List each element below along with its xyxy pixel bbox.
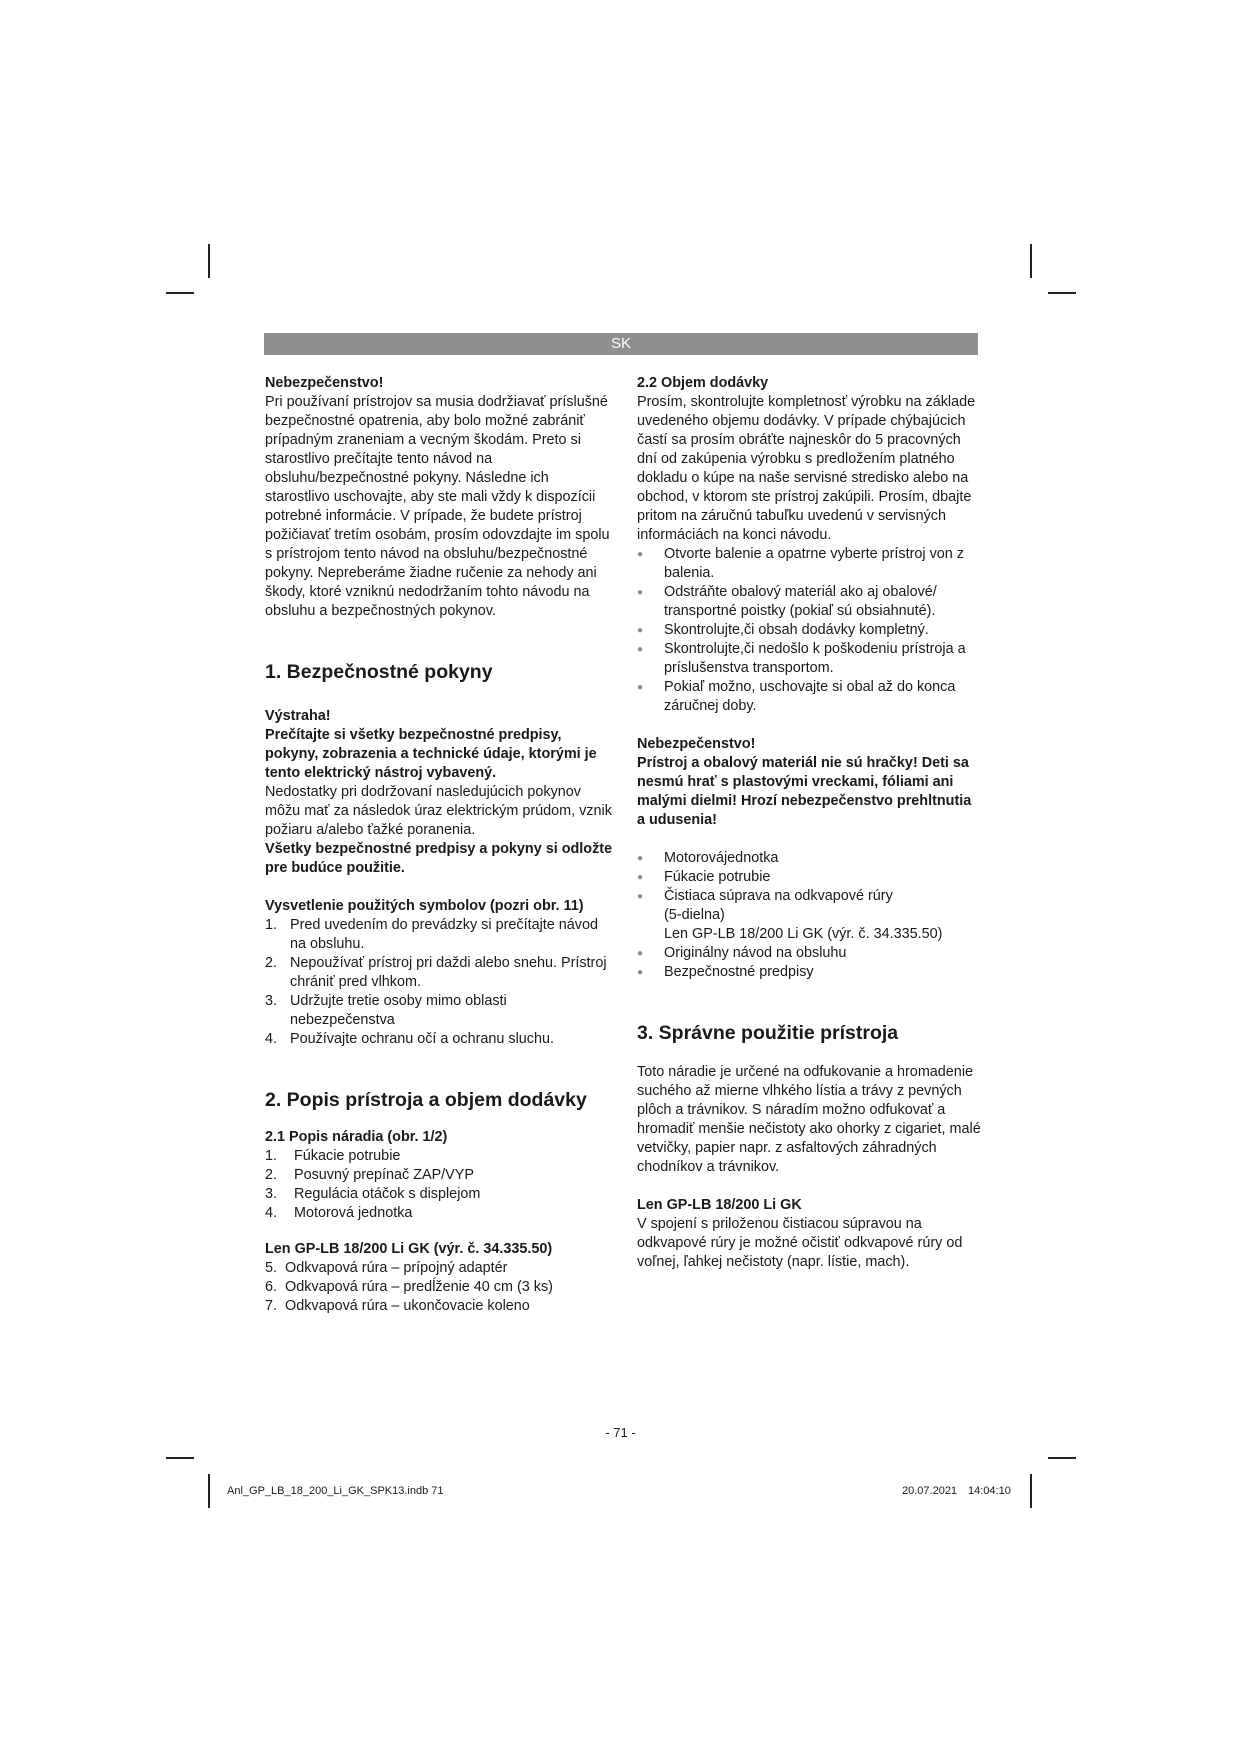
crop-mark xyxy=(1030,244,1032,278)
warning-keep: Všetky bezpečnostné predpisy a pokyny si odložte pre budúce použitie. xyxy=(265,841,613,876)
gk-parts-list xyxy=(265,1259,615,1316)
gk2-text: V spojení s priloženou čistiacou súpravou na odkvapové rúry je možné očistiť odkvapové rúry od voľnej, ľahkej nečistoty (napr. lístie, mach). xyxy=(637,1216,963,1270)
crop-mark xyxy=(166,292,194,294)
list-item: ● Odstráňte obalový materiál ako aj obalové/ transportné poistky (pokiaľ sú obsiahnuté). xyxy=(637,583,982,621)
crop-mark xyxy=(208,244,210,278)
section-2-2-title: 2.2 Objem dodávky xyxy=(637,375,769,391)
check-list xyxy=(637,545,982,716)
footer-time: 14:04:10 xyxy=(968,1485,1011,1497)
crop-mark xyxy=(1030,1474,1032,1508)
list-item: 1. Fúkacie potrubie xyxy=(265,1148,401,1164)
list-item: 7. Odkvapová rúra – ukončovacie koleno xyxy=(265,1298,530,1314)
parts-list xyxy=(265,1147,615,1223)
crop-mark xyxy=(166,1457,194,1459)
section-1-title: 1. Bezpečnostné pokyny xyxy=(265,661,493,683)
list-item: ● Fúkacie potrubie xyxy=(637,868,982,887)
gk2-title: Len GP-LB 18/200 Li GK xyxy=(637,1197,802,1213)
symbols-list xyxy=(265,916,615,1049)
list-item: 2. Nepoužívať prístroj pri daždi alebo snehu. Prístroj chrániť pred vlhkom. xyxy=(265,955,607,990)
list-item: ● Bezpečnostné predpisy xyxy=(637,963,982,982)
list-item: ● Čistiaca súprava na odkvapové rúry (5-dielna) Len GP-LB 18/200 Li GK (výr. č. 34.335.50) xyxy=(637,887,982,944)
list-item: 3. Udržujte tretie osoby mimo oblasti nebezpečenstva xyxy=(265,993,507,1028)
list-item: 2. Posuvný prepínač ZAP/VYP xyxy=(265,1167,474,1183)
list-item: ● Skontrolujte,či obsah dodávky kompletný. xyxy=(637,621,982,640)
list-item: 4. Motorová jednotka xyxy=(265,1205,413,1221)
list-item: ● Skontrolujte,či nedošlo k poškodeniu prístroja a príslušenstva transportom. xyxy=(637,640,982,678)
page-number: - 71 - xyxy=(605,1425,636,1440)
crop-mark xyxy=(208,1474,210,1508)
crop-mark xyxy=(1048,1457,1076,1459)
contents-list xyxy=(637,849,982,982)
list-item: ● Pokiaľ možno, uschovajte si obal až do konca záručnej doby. xyxy=(637,678,982,716)
section-2-1-title: 2.1 Popis náradia (obr. 1/2) xyxy=(265,1129,448,1145)
section-3-text: Toto náradie je určené na odfukovanie a hromadenie suchého až mierne vlhkého lístia a trávy z pevných plôch a trávnikov. S náradím možno odfukovať a hromadiť menšie nečistoty ako ohorky z cigariet, malé vetvičky, papier napr. z asfaltových záhradných chodníkov a trávnikov. xyxy=(637,1064,981,1175)
section-2-2-text: Prosím, skontrolujte kompletnosť výrobku na základe uvedeného objemu dodávky. V prípade chýbajúcich častí sa prosím obráťte najneskôr do 5 pracovných dní od zakúpenia výrobku s predložením platného dokladu o kúpe na naše servisné stredisko alebo na obchod, v ktorom ste prístroj zakúpili. Prosím, dbajte pritom na záručnú tabuľku uvedenú v servisných informáciách na konci návodu. xyxy=(637,394,976,543)
list-item: 3. Regulácia otáčok s displejom xyxy=(265,1186,481,1202)
gk-title: Len GP-LB 18/200 Li GK (výr. č. 34.335.50) xyxy=(265,1241,553,1257)
warning-title: Výstraha! xyxy=(265,708,331,724)
warning-bold: Prečítajte si všetky bezpečnostné predpisy, pokyny, zobrazenia a technické údaje, ktorými je tento elektrický nástroj vybavený. xyxy=(265,727,597,781)
footer-date: 20.07.2021 xyxy=(902,1485,958,1497)
language-header: SK xyxy=(264,333,978,355)
list-item: 1. Pred uvedením do prevádzky si prečítajte návod na obsluhu. xyxy=(265,917,598,952)
danger-title: Nebezpečenstvo! xyxy=(265,375,384,391)
footer-file: Anl_GP_LB_18_200_Li_GK_SPK13.indb 71 xyxy=(227,1485,444,1497)
danger-text: Pri používaní prístrojov sa musia dodržiavať príslušné bezpečnostné opatrenia, aby bolo možné zabrániť prípadným zraneniam a vecným škodám. Preto si starostlivo prečítajte tento návod na obsluhu/bezpečnostné pokyny. Následne ich starostlivo uschovajte, aby ste mali vždy k dispozícii potrebné informácie. V prípade, že budete prístroj požičiavať tretím osobám, prosím odovzdajte im spolu s prístrojom tento návod na obsluhu/bezpečnostné pokyny. Nepreberáme žiadne ručenie za nehody ani škody, ktoré vzniknú nedodržaním tohto návodu na obsluhu a bezpečnostných pokynov. xyxy=(265,394,610,619)
danger2-text: Prístroj a obalový materiál nie sú hračky! Deti sa nesmú hrať s plastovými vreckami, fóliami ani malými dielmi! Hrozí nebezpečenstvo prehltnutia a udusenia! xyxy=(637,755,972,828)
list-item: ● Originálny návod na obsluhu xyxy=(637,944,982,963)
symbols-title: Vysvetlenie použitých symbolov (pozri obr. 11) xyxy=(265,898,584,914)
warning-text: Nedostatky pri dodržovaní nasledujúcich pokynov môžu mať za následok úraz elektrickým prúdom, vznik požiaru a/alebo ťažké poranenia. xyxy=(265,784,612,838)
list-item: ● Otvorte balenie a opatrne vyberte prístroj von z balenia. xyxy=(637,545,982,583)
list-item: 4. Používajte ochranu očí a ochranu sluchu. xyxy=(265,1031,554,1047)
list-item: 5. Odkvapová rúra – prípojný adaptér xyxy=(265,1260,508,1276)
danger2-title: Nebezpečenstvo! xyxy=(637,736,756,752)
list-item: ● Motorovájednotka xyxy=(637,849,982,868)
section-3-title: 3. Správne použitie prístroja xyxy=(637,1022,899,1044)
section-2-title: 2. Popis prístroja a objem dodávky xyxy=(265,1089,587,1111)
crop-mark xyxy=(1048,292,1076,294)
right-column xyxy=(637,374,982,1272)
left-column xyxy=(265,374,615,1316)
list-item: 6. Odkvapová rúra – predĺženie 40 cm (3 ks) xyxy=(265,1279,553,1295)
